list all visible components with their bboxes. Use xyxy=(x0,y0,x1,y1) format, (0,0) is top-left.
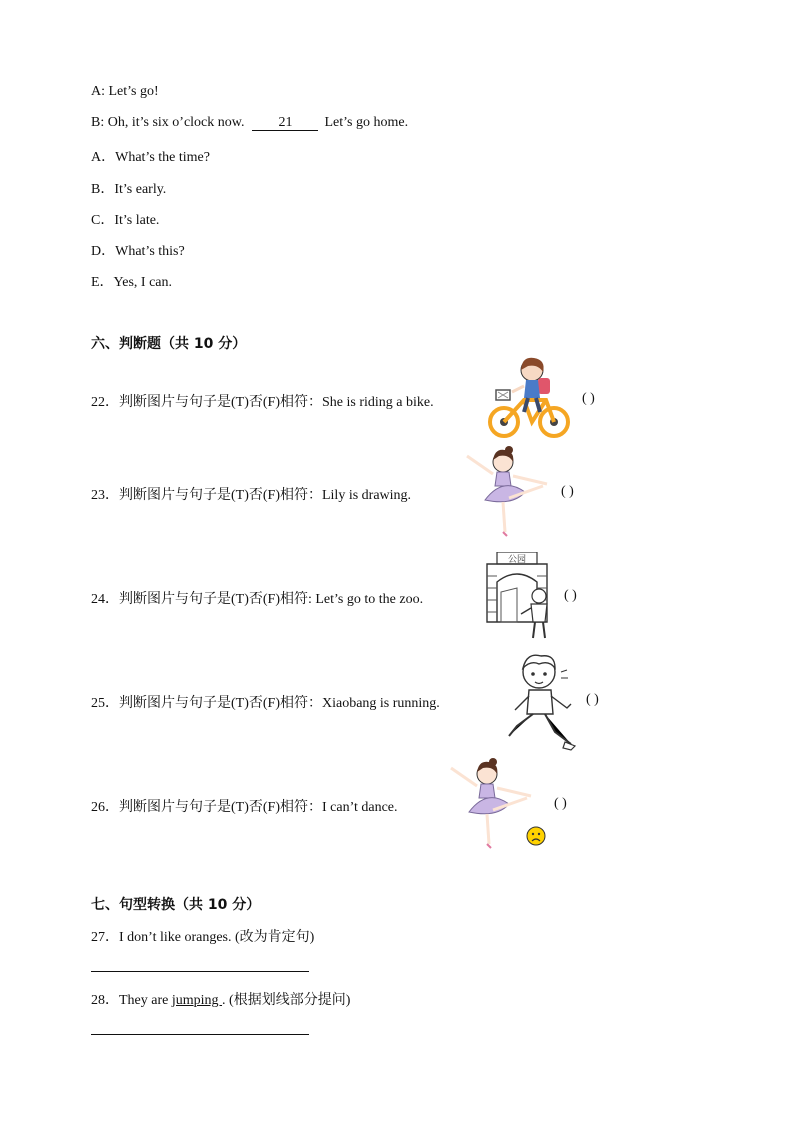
question-28 xyxy=(91,989,350,1009)
option-d: D．What’s this? xyxy=(91,244,185,259)
question-26: 26．判断图片与句子是(T)否(F)相符：I can’t dance. xyxy=(91,800,398,815)
option-b: B．It’s early. xyxy=(91,182,167,197)
answer-paren-24[interactable]: ( ) xyxy=(564,588,577,603)
question-28-prefix: 28．They are xyxy=(91,993,172,1008)
boy-running-image xyxy=(505,652,577,752)
sad-face-icon xyxy=(526,826,546,846)
park-sign-text: 公园 xyxy=(507,555,527,565)
question-23: 23．判断图片与句子是(T)否(F)相符：Lily is drawing. xyxy=(91,488,412,503)
option-e: E．Yes, I can. xyxy=(91,275,173,290)
dialogue-line-b-suffix: Let’s go home. xyxy=(324,115,409,130)
question-25: 25．判断图片与句子是(T)否(F)相符：Xiaobang is running. xyxy=(91,696,440,711)
question-28-underlined: jumping xyxy=(171,993,223,1008)
park-gate-image xyxy=(483,552,555,640)
answer-paren-22[interactable]: ( ) xyxy=(582,391,595,406)
answer-paren-23[interactable]: ( ) xyxy=(561,484,574,499)
question-28-suffix: . (根据划线部分提问) xyxy=(222,993,351,1008)
dialogue-line-b xyxy=(91,115,408,131)
option-c: C．It’s late. xyxy=(91,213,160,228)
dialogue-line-a: A: Let’s go! xyxy=(91,84,159,99)
girl-riding-bike-image xyxy=(488,356,572,440)
question-27: 27．I don’t like oranges. (改为肯定句) xyxy=(91,930,315,945)
answer-paren-26[interactable]: ( ) xyxy=(554,796,567,811)
question-22: 22．判断图片与句子是(T)否(F)相符：She is riding a bike. xyxy=(91,395,434,410)
ballerina-image-2 xyxy=(447,758,537,850)
ballerina-image xyxy=(463,446,553,538)
dialogue-line-b-prefix: B: Oh, it’s six o’clock now. xyxy=(91,115,245,130)
section-7-heading: 七、句型转换（共 10 分） xyxy=(91,897,261,913)
answer-paren-25[interactable]: ( ) xyxy=(586,692,599,707)
question-24: 24．判断图片与句子是(T)否(F)相符: Let’s go to the zoo. xyxy=(91,592,424,607)
answer-line-28[interactable] xyxy=(91,1034,309,1035)
option-a: A．What’s the time? xyxy=(91,150,210,165)
blank-21: 21 xyxy=(252,116,318,131)
answer-line-27[interactable] xyxy=(91,971,309,972)
section-6-heading: 六、判断题（共 10 分） xyxy=(91,336,247,352)
